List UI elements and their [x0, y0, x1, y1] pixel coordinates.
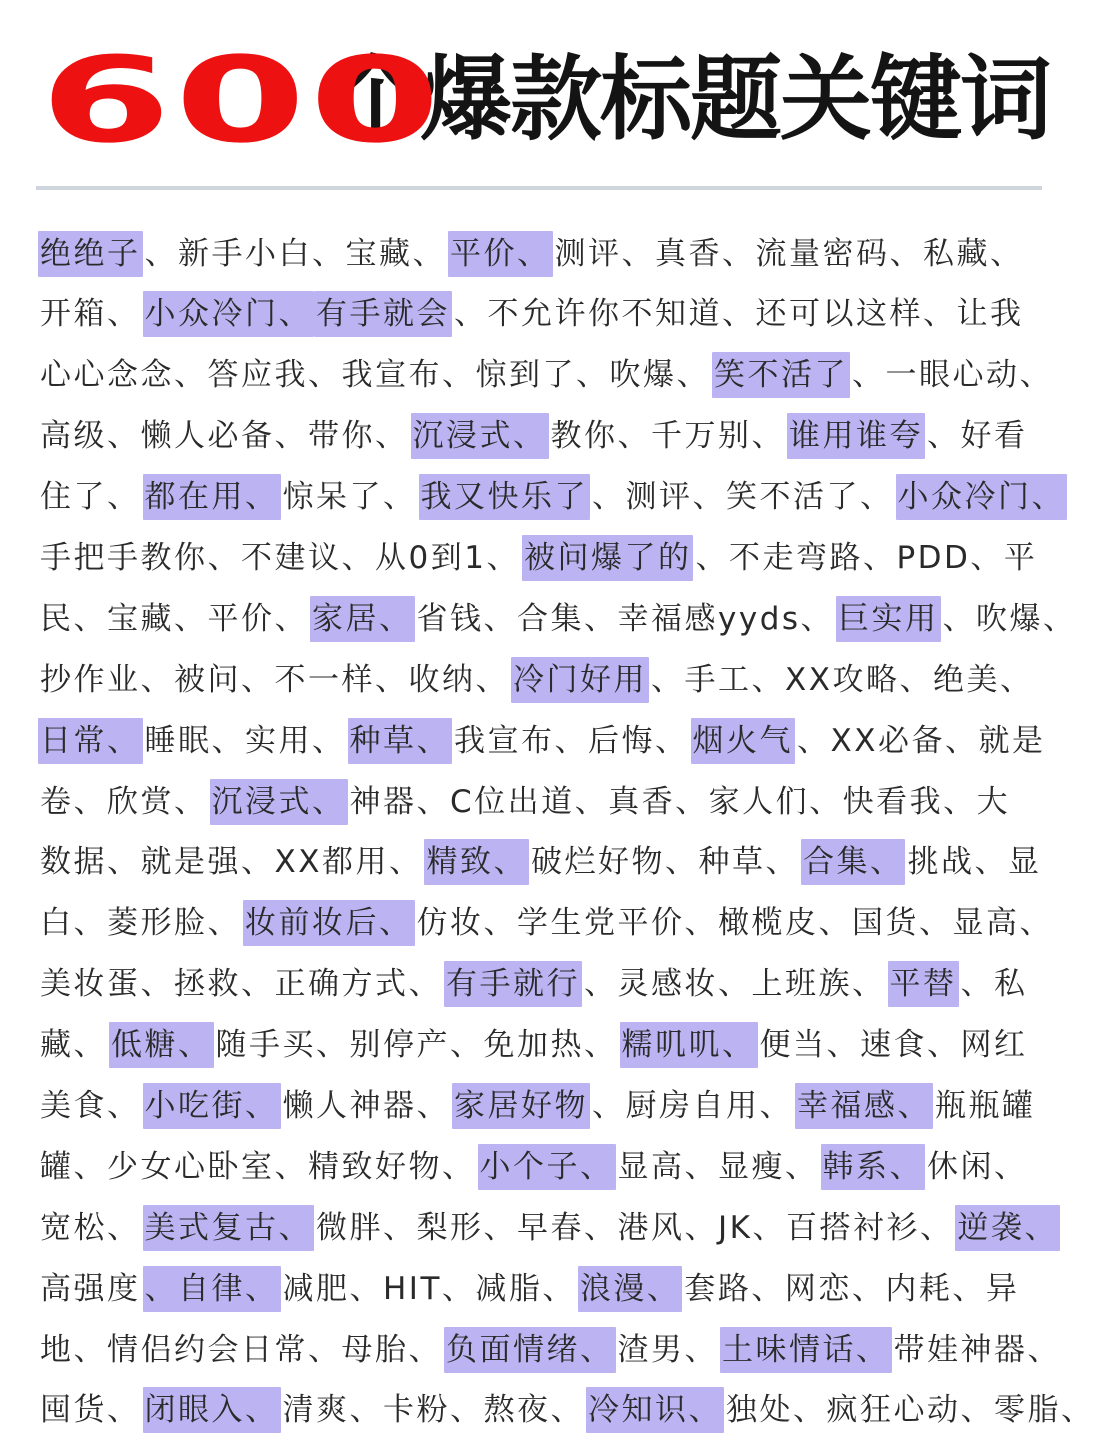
- keyword-text: 、不走弯路、PDD、平: [695, 539, 1038, 576]
- divider: [36, 186, 1042, 190]
- keyword-text: 、好看: [927, 418, 1028, 455]
- text-line: [38, 1257, 1048, 1318]
- highlighted-keyword: 有手就行: [444, 961, 582, 1007]
- highlighted-keyword: 负面情绪、: [444, 1327, 616, 1373]
- text-line: [38, 1014, 1048, 1075]
- text-line: [38, 466, 1065, 527]
- keyword-text: 便当、速食、网红: [759, 1027, 1028, 1064]
- keyword-text: 宽松、: [40, 1209, 141, 1246]
- keyword-text: 抄作业、被问、不一样、收纳、: [40, 661, 509, 698]
- text-line: [38, 953, 1048, 1014]
- highlighted-keyword: 低糖、: [109, 1022, 214, 1068]
- keyword-text: 白、菱形脸、: [40, 905, 241, 942]
- highlighted-keyword: 家居、: [310, 596, 415, 642]
- keyword-text: 心心念念、答应我、我宣布、惊到了、吹爆、: [40, 357, 710, 394]
- keyword-text: 瓶瓶罐: [935, 1087, 1036, 1124]
- text-line: [38, 344, 1053, 405]
- text-line: [38, 831, 1048, 892]
- keyword-list: [38, 222, 1095, 1440]
- text-line: [38, 222, 1048, 283]
- highlighted-keyword: 小吃街、: [143, 1083, 281, 1129]
- keyword-text: 休闲、: [927, 1148, 1028, 1185]
- highlighted-keyword: 被问爆了的: [522, 535, 694, 581]
- keyword-text: 显高、显瘦、: [617, 1148, 819, 1185]
- highlighted-keyword: 韩系、: [821, 1144, 926, 1190]
- highlighted-keyword: 种草、: [348, 718, 453, 764]
- keyword-text: 测评、真香、流量密码、私藏、: [554, 235, 1024, 272]
- text-line: [38, 770, 1048, 831]
- keyword-text: 、私: [960, 966, 1028, 1003]
- text-line: [38, 892, 1053, 953]
- keyword-text: 懒人神器、: [282, 1087, 450, 1124]
- highlighted-keyword: 冷知识、: [586, 1387, 724, 1433]
- highlighted-keyword: 沉浸式、: [411, 413, 549, 459]
- text-line: [38, 709, 1048, 770]
- keyword-text: 挑战、显: [907, 844, 1042, 881]
- text-line: [38, 1196, 1058, 1257]
- keyword-text: 手把手教你、不建议、从0到1、: [40, 539, 520, 576]
- keyword-text: 神器、C位出道、真香、家人们、快看我、大: [349, 783, 1011, 820]
- highlighted-keyword: 糯叽叽、: [620, 1022, 758, 1068]
- keyword-text: 独处、疯狂心动、零脂、: [726, 1392, 1095, 1429]
- keyword-text: 、一眼心动、: [852, 357, 1053, 394]
- highlighted-keyword: 闭眼入、: [143, 1387, 281, 1433]
- keyword-text: 睡眠、实用、: [144, 722, 346, 759]
- highlighted-keyword: 土味情话、: [720, 1327, 892, 1373]
- page-title: [40, 31, 1050, 169]
- highlighted-keyword: 平价、: [448, 231, 553, 277]
- highlighted-keyword: 笑不活了: [712, 352, 850, 398]
- text-line: [38, 648, 1048, 709]
- keyword-text: 、手工、XX攻略、绝美、: [651, 661, 1034, 698]
- keyword-text: 、不允许你不知道、还可以这样、让我: [454, 296, 1024, 333]
- keyword-text: 、灵感妆、上班族、: [584, 966, 886, 1003]
- text-line: [38, 1379, 1095, 1440]
- keyword-text: 、厨房自用、: [592, 1087, 793, 1124]
- keyword-text: 教你、千万别、: [550, 418, 785, 455]
- highlighted-keyword: 谁用谁夸: [787, 413, 925, 459]
- keyword-text: 仿妆、学生党平价、橄榄皮、国货、显高、: [416, 905, 1053, 942]
- keyword-text: 住了、: [40, 479, 141, 516]
- keyword-text: 、XX必备、就是: [797, 722, 1046, 759]
- keyword-text: 破烂好物、种草、: [530, 844, 799, 881]
- text-line: [38, 283, 1048, 344]
- keyword-text: 、新手小白、宝藏、: [144, 235, 446, 272]
- keyword-text: 开箱、: [40, 296, 141, 333]
- highlighted-keyword: 逆袭、: [955, 1205, 1060, 1251]
- highlighted-keyword: 小众冷门、: [896, 474, 1068, 520]
- highlighted-keyword: 精致、: [424, 839, 529, 885]
- keyword-text: 套路、网恋、内耗、异: [684, 1270, 1020, 1307]
- title-text: 个爆款标题关键词: [329, 46, 1050, 153]
- highlighted-keyword: 小个子、: [478, 1144, 616, 1190]
- text-line: [38, 1318, 1061, 1379]
- keyword-text: 美食、: [40, 1087, 141, 1124]
- text-line: [38, 587, 1077, 648]
- keyword-text: 美妆蛋、拯救、正确方式、: [40, 966, 442, 1003]
- keyword-text: 藏、: [40, 1027, 107, 1064]
- highlighted-keyword: 绝绝子: [38, 231, 143, 277]
- keyword-text: 地、情侣约会日常、母胎、: [40, 1331, 442, 1368]
- keyword-text: 高级、懒人必备、带你、: [40, 418, 409, 455]
- highlighted-keyword: 合集、: [801, 839, 906, 885]
- text-line: [38, 526, 1048, 587]
- highlighted-keyword: 小众冷门、: [143, 291, 315, 337]
- highlighted-keyword: 妆前妆后、: [243, 900, 415, 946]
- highlighted-keyword: 、自律、: [143, 1266, 281, 1312]
- keyword-text: 高强度: [40, 1270, 141, 1307]
- highlighted-keyword: 我又快乐了: [419, 474, 591, 520]
- keyword-text: 、吹爆、: [942, 600, 1077, 637]
- keyword-text: 囤货、: [40, 1392, 141, 1429]
- highlighted-keyword: 有手就会: [314, 291, 452, 337]
- keyword-text: 减肥、HIT、减脂、: [282, 1270, 576, 1307]
- keyword-text: 民、宝藏、平价、: [40, 600, 308, 637]
- highlighted-keyword: 都在用、: [143, 474, 281, 520]
- keyword-text: 渣男、: [617, 1331, 718, 1368]
- highlighted-keyword: 幸福感、: [795, 1083, 933, 1129]
- highlighted-keyword: 日常、: [38, 718, 143, 764]
- highlighted-keyword: 冷门好用: [511, 657, 649, 703]
- highlighted-keyword: 沉浸式、: [210, 779, 348, 825]
- keyword-text: 我宣布、后悔、: [454, 722, 689, 759]
- keyword-text: 数据、就是强、XX都用、: [40, 844, 423, 881]
- keyword-text: 随手买、别停产、免加热、: [215, 1027, 618, 1064]
- title-number: 600: [40, 31, 444, 169]
- highlighted-keyword: 家居好物: [452, 1083, 590, 1129]
- keyword-text: 罐、少女心卧室、精致好物、: [40, 1148, 476, 1185]
- keyword-text: 微胖、梨形、早春、港风、JK、百搭衬衫、: [316, 1209, 954, 1246]
- text-line: [38, 1135, 1048, 1196]
- text-line: [38, 405, 1048, 466]
- keyword-text: 卷、欣赏、: [40, 783, 208, 820]
- keyword-text: 带娃神器、: [893, 1331, 1061, 1368]
- highlighted-keyword: 美式复古、: [143, 1205, 315, 1251]
- keyword-text: 、测评、笑不活了、: [592, 479, 894, 516]
- keyword-text: 清爽、卡粉、熬夜、: [282, 1392, 584, 1429]
- keyword-text: 省钱、合集、幸福感yyds、: [416, 600, 835, 637]
- text-line: [38, 1074, 1048, 1135]
- highlighted-keyword: 平替: [888, 961, 959, 1007]
- highlighted-keyword: 烟火气: [691, 718, 796, 764]
- highlighted-keyword: 巨实用: [836, 596, 941, 642]
- highlighted-keyword: 浪漫、: [578, 1266, 683, 1312]
- keyword-text: 惊呆了、: [282, 479, 417, 516]
